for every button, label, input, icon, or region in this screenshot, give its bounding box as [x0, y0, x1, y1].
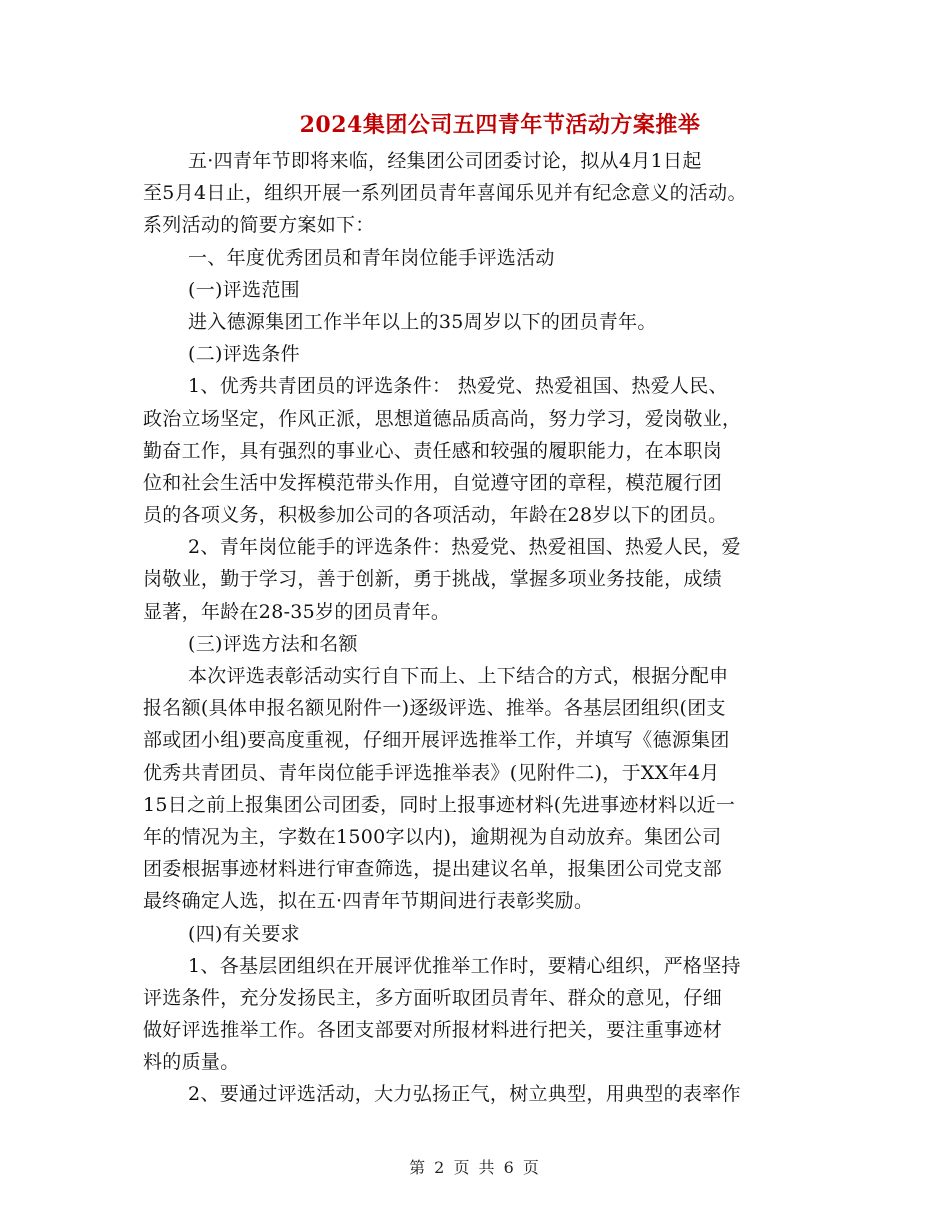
- section-heading: 一、年度优秀团员和青年岗位能手评选活动: [188, 246, 555, 269]
- body-line: 部或团小组)要高度重视，仔细开展评选推举工作，并填写《德源集团: [143, 729, 730, 752]
- page-footer: 第 2 页 共 6 页: [409, 1158, 541, 1177]
- body-line: 团委根据事迹材料进行审查筛选，提出建议名单，报集团公司党支部: [143, 858, 723, 881]
- body-line: 进入德源集团工作半年以上的35周岁以下的团员青年。: [188, 310, 657, 333]
- document-body: [143, 145, 833, 1111]
- body-line: 料的质量。: [143, 1051, 240, 1074]
- subsection-heading: (二)评选条件: [188, 343, 300, 366]
- body-line: 做好评选推举工作。各团支部要对所报材料进行把关，要注重事迹材: [143, 1019, 723, 1042]
- body-line: 报名额(具体申报名额见附件一)逐级评选、推举。各基层团组织(团支: [143, 697, 726, 720]
- body-line: 2、青年岗位能手的评选条件：热爱党、热爱祖国、热爱人民，爱: [188, 536, 741, 559]
- body-line: 年的情况为主，字数在1500字以内)，逾期视为自动放弃。集团公司: [143, 825, 722, 848]
- body-line: 最终确定人选，拟在五·四青年节期间进行表彰奖励。: [143, 890, 594, 913]
- body-line: 1、各基层团组织在开展评优推举工作时，要精心组织，严格坚持: [188, 954, 741, 977]
- body-line: 系列活动的简要方案如下：: [143, 214, 375, 237]
- body-line: 位和社会生活中发挥模范带头作用，自觉遵守团的章程，模范履行团: [143, 471, 723, 494]
- body-line: 政治立场坚定，作风正派，思想道德品质高尚，努力学习，爱岗敬业，: [143, 407, 742, 430]
- body-line: 1、优秀共青团员的评选条件： 热爱党、热爱祖国、热爱人民、: [188, 375, 728, 398]
- body-line: 显著，年龄在28-35岁的团员青年。: [143, 600, 451, 623]
- subsection-heading: (一)评选范围: [188, 278, 300, 301]
- body-line: 岗敬业，勤于学习，善于创新，勇于挑战，掌握多项业务技能，成绩: [143, 568, 723, 591]
- body-line: 五·四青年节即将来临，经集团公司团委讨论，拟从4月1日起: [188, 150, 702, 172]
- document-title: 2024集团公司五四青年节活动方案推举: [299, 112, 701, 138]
- body-line: 优秀共青团员、青年岗位能手评选推举表》(见附件二)，于XX年4月: [143, 761, 720, 784]
- subsection-heading: (三)评选方法和名额: [188, 632, 358, 655]
- body-line: 勤奋工作，具有强烈的事业心、责任感和较强的履职能力，在本职岗: [143, 439, 723, 462]
- body-line: 员的各项义务，积极参加公司的各项活动，年龄在28岁以下的团员。: [143, 504, 728, 527]
- subsection-heading: (四)有关要求: [188, 922, 300, 945]
- body-line: 15日之前上报集团公司团委，同时上报事迹材料(先进事迹材料以近一: [143, 793, 736, 816]
- body-line: 至5月4日止，组织开展一系列团员青年喜闻乐见并有纪念意义的活动。: [143, 182, 747, 205]
- body-line: 本次评选表彰活动实行自下而上、上下结合的方式，根据分配申: [188, 665, 729, 687]
- body-line: 2、要通过评选活动，大力弘扬正气，树立典型，用典型的表率作: [188, 1083, 741, 1106]
- body-line: 评选条件，充分发扬民主，多方面听取团员青年、群众的意见，仔细: [143, 986, 723, 1009]
